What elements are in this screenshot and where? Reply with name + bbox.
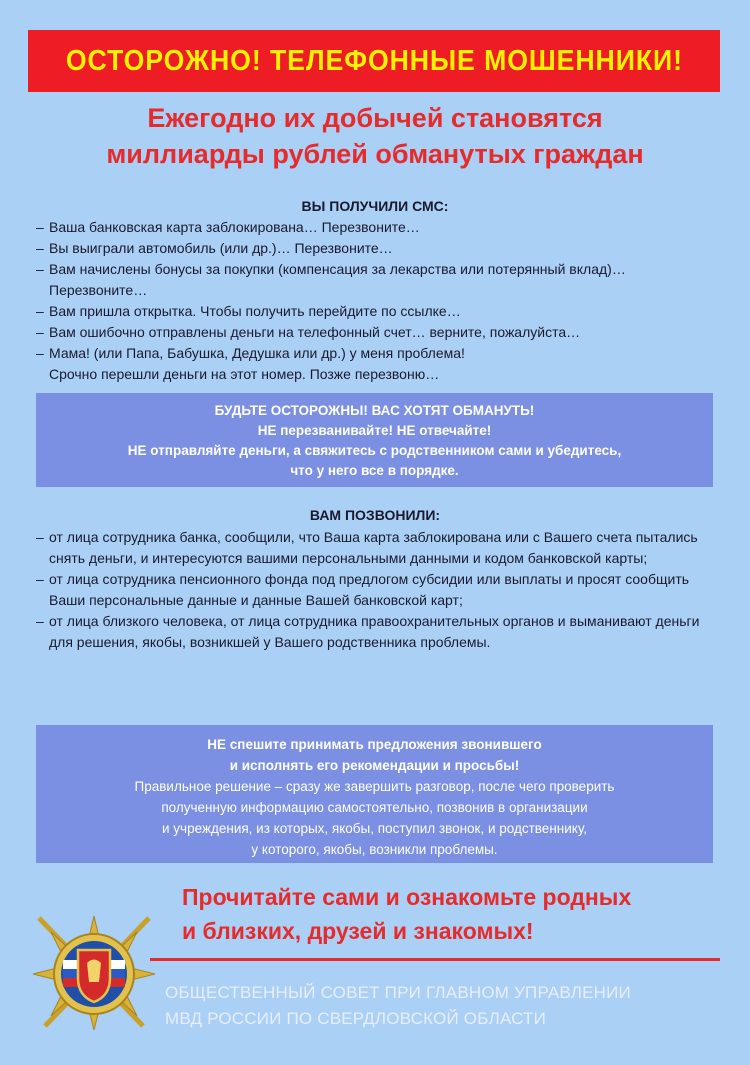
warning-box-sms [36,393,713,487]
list-item: – от лица близкого человека, от лица сотрудника правоохранительных органов и выманивают деньги для решения, якобы, возникшей у Вашего родственника проблемы. [36,611,726,653]
cta-line: Прочитайте сами и ознакомьте родных [182,884,632,910]
cta-line: и близких, друзей и знакомых! [182,918,534,944]
warning-box-calls [36,725,713,863]
calls-section-title: ВАМ ПОЗВОНИЛИ: [309,507,441,523]
subtitle [0,100,750,172]
calls-list [36,527,726,653]
sms-list [36,217,726,385]
warning-line: НЕ перезванивайте! НЕ отвечайте! [257,423,492,438]
list-item: – от лица сотрудника пенсионного фонда под предлогом субсидии или выплаты и просят сообщить Ваши персональные данные и данные Вашей банковской карт; [36,569,726,611]
subtitle-line: Ежегодно их добычей становятся [147,103,603,133]
footer-line: МВД РОССИИ ПО СВЕРДЛОВСКОЙ ОБЛАСТИ [165,1009,547,1028]
list-item: – Вам ошибочно отправлены деньги на телефонный счет… верните, пожалуйста… [36,322,726,343]
sms-section-title: ВЫ ПОЛУЧИЛИ СМС: [301,198,449,214]
divider [150,958,720,961]
warning-line: и учреждения, из которых, якобы, поступил звонок, и родственнику, [162,821,587,836]
list-item: – Вы выиграли автомобиль (или др.)… Перезвоните… [36,238,726,259]
warning-line: и исполнять его рекомендации и просьбы! [229,758,520,773]
warning-line: у которого, якобы, возникли проблемы. [251,842,498,857]
warning-line: полученную информацию самостоятельно, позвонив в организации [161,800,588,815]
warning-line: БУДЬТЕ ОСТОРОЖНЫ! ВАС ХОТЯТ ОБМАНУТЬ! [214,403,535,418]
headline-title: ОСТОРОЖНО! ТЕЛЕФОННЫЕ МОШЕННИКИ! [65,44,683,77]
mvd-emblem-icon [25,908,163,1038]
list-item: – Ваша банковская карта заблокирована… Перезвоните… [36,217,726,238]
warning-line: что у него все в порядке. [290,463,459,478]
warning-line: НЕ отправляйте деньги, а свяжитесь с родственником сами и убедитесь, [127,443,622,458]
list-item: – Вам пришла открытка. Чтобы получить перейдите по ссылке… [36,301,726,322]
warning-line: Правильное решение – сразу же завершить разговор, после чего проверить [134,779,615,794]
list-item-continuation: Срочно перешли деньги на этот номер. Позже перезвоню… [49,366,440,382]
list-item: – Вам начислены бонусы за покупки (компенсация за лекарства или потерянный вклад)… Перезвоните… [36,259,726,301]
list-item: – Мама! (или Папа, Бабушка, Дедушка или др.) у меня проблема! [36,343,726,364]
list-item: – от лица сотрудника банка, сообщили, что Ваша карта заблокирована или с Вашего счета пытались снять деньги, и интересуются вашими персональными данными и кодом банковской карты; [36,527,726,569]
warning-line: НЕ спешите принимать предложения звонившего [207,737,542,752]
footer-line: ОБЩЕСТВЕННЫЙ СОВЕТ ПРИ ГЛАВНОМ УПРАВЛЕНИИ [165,983,631,1002]
subtitle-line: миллиарды рублей обманутых граждан [106,139,644,169]
call-to-action [182,880,722,948]
footer-organization [165,980,725,1032]
headline-banner [28,30,720,92]
